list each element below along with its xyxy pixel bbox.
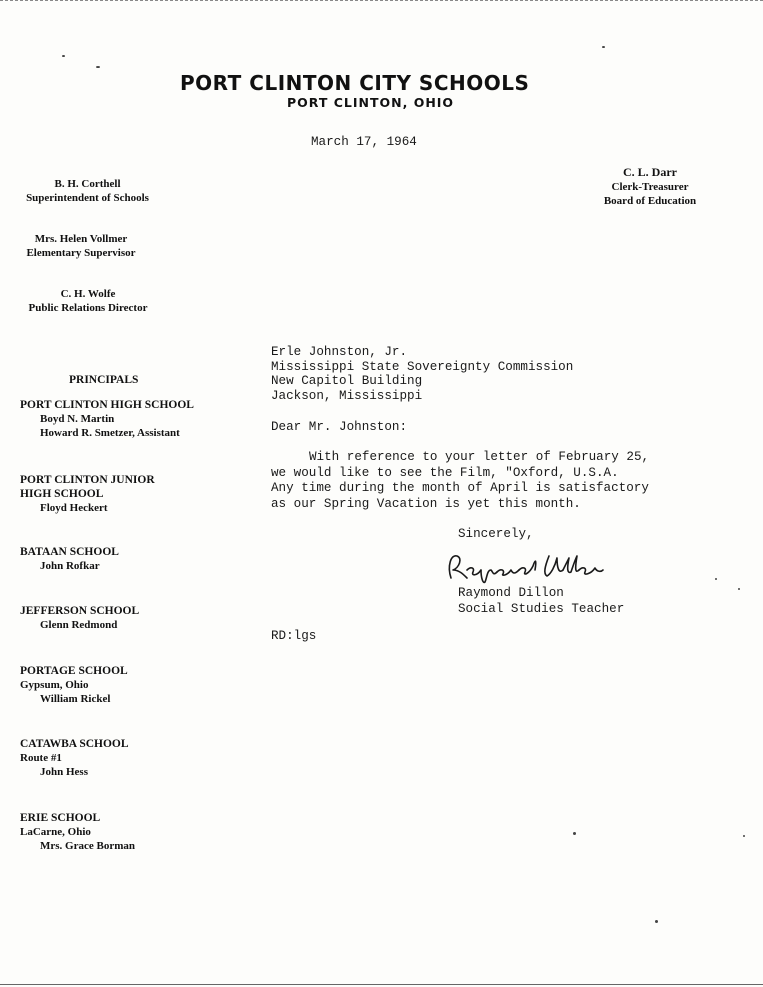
official-superintendent xyxy=(15,177,160,205)
school-location: Route #1 xyxy=(20,752,62,764)
official-pr-director xyxy=(12,287,164,315)
official-title: Public Relations Director xyxy=(28,302,148,314)
recipient-address xyxy=(271,345,573,403)
scan-speck xyxy=(738,588,740,590)
school-catawba xyxy=(20,737,129,779)
school-portage xyxy=(20,664,128,706)
signer-title: Social Studies Teacher xyxy=(458,601,625,616)
scan-speck xyxy=(96,66,100,68)
school-person: Glenn Redmond xyxy=(40,619,118,631)
school-person: John Hess xyxy=(40,766,88,778)
school-name: PORTAGE SCHOOL xyxy=(20,665,128,677)
body-line: Any time during the month of April is satisfactory xyxy=(271,481,649,496)
letter-date: March 17, 1964 xyxy=(311,135,417,149)
reference-initials: RD:lgs xyxy=(271,629,317,643)
right-official-title2: Board of Education xyxy=(603,195,697,207)
scan-speck xyxy=(743,835,745,837)
scan-speck xyxy=(715,578,717,580)
bottom-edge xyxy=(0,984,763,985)
principals-heading: PRINCIPALS xyxy=(69,374,139,386)
school-name: PORT CLINTON JUNIOR xyxy=(20,474,155,486)
school-person: Howard R. Smetzer, Assistant xyxy=(40,427,180,439)
letterhead-org: PORT CLINTON CITY SCHOOLS xyxy=(180,71,530,95)
school-bataan xyxy=(20,545,119,573)
body-line: With reference to your letter of February 25, xyxy=(309,450,650,464)
official-title: Superintendent of Schools xyxy=(26,192,149,204)
scan-speck xyxy=(573,832,576,835)
salutation: Dear Mr. Johnston: xyxy=(271,420,408,434)
scan-speck xyxy=(602,46,605,48)
school-erie xyxy=(20,811,135,853)
school-location: LaCarne, Ohio xyxy=(20,826,91,838)
letter-body xyxy=(271,450,649,512)
recipient-line: Erle Johnston, Jr. xyxy=(271,345,408,359)
official-supervisor xyxy=(5,232,157,260)
official-name: Mrs. Helen Vollmer xyxy=(34,233,128,245)
handwritten-signature xyxy=(445,548,605,586)
school-person: Boyd N. Martin xyxy=(40,413,115,425)
school-name: PORT CLINTON HIGH SCHOOL xyxy=(20,399,194,411)
right-official xyxy=(592,165,708,209)
right-official-title1: Clerk-Treasurer xyxy=(611,180,689,193)
school-person: Mrs. Grace Borman xyxy=(40,840,135,852)
school-port-clinton-junior-high xyxy=(20,473,155,515)
letterhead-city: PORT CLINTON, OHIO xyxy=(287,95,455,110)
recipient-line: Jackson, Mississippi xyxy=(271,388,423,403)
school-name: CATAWBA SCHOOL xyxy=(20,738,129,750)
school-person: John Rofkar xyxy=(40,560,100,572)
school-location: Gypsum, Ohio xyxy=(20,679,89,691)
school-person: William Rickel xyxy=(40,693,111,705)
scan-speck xyxy=(655,920,658,923)
school-name-2: HIGH SCHOOL xyxy=(20,488,104,500)
body-line: we would like to see the Film, "Oxford, U.S.A. xyxy=(271,465,619,480)
official-title: Elementary Supervisor xyxy=(26,247,136,259)
signer-block xyxy=(458,586,624,617)
right-official-name: C. L. Darr xyxy=(623,165,677,179)
body-line: as our Spring Vacation is yet this month. xyxy=(271,496,581,511)
official-name: C. H. Wolfe xyxy=(60,288,116,300)
recipient-line: Mississippi State Sovereignty Commission xyxy=(271,359,574,374)
scan-speck xyxy=(62,55,65,57)
school-person: Floyd Heckert xyxy=(40,502,108,514)
signer-name: Raymond Dillon xyxy=(458,586,564,600)
school-name: BATAAN SCHOOL xyxy=(20,546,119,558)
official-name: B. H. Corthell xyxy=(54,178,121,190)
school-jefferson xyxy=(20,604,139,632)
school-port-clinton-high xyxy=(20,398,194,440)
school-name: ERIE SCHOOL xyxy=(20,812,101,824)
recipient-line: New Capitol Building xyxy=(271,374,423,388)
top-edge xyxy=(0,0,763,6)
closing: Sincerely, xyxy=(458,527,534,541)
school-name: JEFFERSON SCHOOL xyxy=(20,605,140,617)
